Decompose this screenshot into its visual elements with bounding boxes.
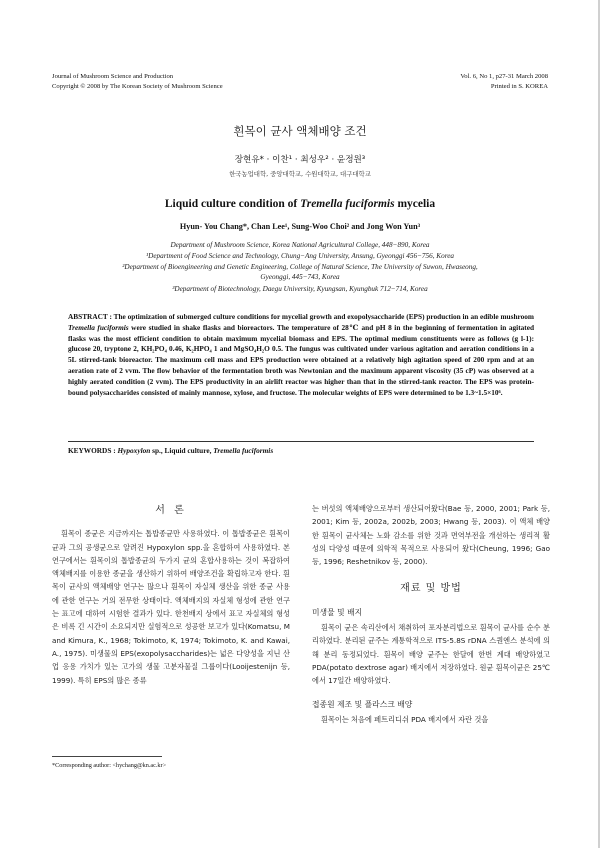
english-title: Liquid culture condition of Tremella fuciformis mycelia xyxy=(164,198,436,210)
methods-paragraph-2: 흰목이는 처음에 페트리디쉬 PDA 배지에서 자란 것을 xyxy=(321,714,489,724)
abstract: ABSTRACT : The optimization of submerged culture conditions for mycelial growth and exopolysaccharide (EPS) production in an edible mushroom Tremella fuciformis were studied in shake flasks and bioreactors. The temperature of 28℃ and pH 8 in the beginning of fermentation in agitated flasks was the most efficient condition to obtain maximum mycelial biomass and EPS. The optimal medium constituents were as follows (g l-1): glucose 20, tryptone 2, KH₂PO₄ 0.46, K₂HPO₄ 1 and MgSO₄H₂O 0.5. The fungus was cultivated under various agitation and aeration conditions in a 5L stirred-tank bioreactor. The maximum cell mass and EPS production were obtained at a relatively high agitation speed of 200 rpm and at an aeration rate of 2 vvm. The flow behavior of the fermentation broth was Newtonian and the maximum apparent viscosity (35 cP) was observed at a highly aerated condition (2 vvm). The EPS productivity in an airlift reactor was higher than that in the stirred-tank reactor. The EPS was protein-bound polysaccharides consisted of mainly mannose, xylose, and fructose. The molecular weights of EPS were determined to be 1.3~1.5×10⁶. xyxy=(68,312,534,397)
footnote-divider xyxy=(52,756,162,757)
journal-header-right xyxy=(460,72,548,92)
korean-authors: 장현유* · 이찬¹ · 최성우² · 윤정원³ xyxy=(234,155,366,165)
left-column xyxy=(52,500,290,687)
korean-title: 흰목이 균사 액체배양 조건 xyxy=(233,124,367,138)
methods-subheading-2: 접종원 제조 및 플라스크 배양 xyxy=(312,699,413,709)
affiliation-1: Department of Mushroom Science, Korea National Agricultural College, 448−890, Korea xyxy=(170,241,430,249)
volume-info: Vol. 6, No 1, p27-31 March 2008 xyxy=(460,73,548,80)
abstract-species: Tremella fuciformis xyxy=(68,322,129,332)
title-species: Tremella fuciformis xyxy=(300,198,395,210)
methods-paragraph-1: 흰목이 균은 속리산에서 채취하여 포자분리법으로 흰목이 균사를 순수 분리하였다. 분리된 균주는 계통학적으로 ITS-5.8S rDNA 스퀀엔스 분석에 의해 분리 동정되었다. 흰목이 배양 균주는 한달에 한번 계대 배양하였고 PDA(potato dextrose agar) 배지에서 저장하였다. 원균 흰목이균은 25℃에서 17일간 배양하였다. xyxy=(312,623,550,686)
journal-name: Journal of Mushroom Science and Production xyxy=(52,73,174,80)
english-authors: Hyun- You Chang*, Chan Lee¹, Sung-Woo Choi² and Jong Won Yun³ xyxy=(179,222,421,231)
abstract-label: ABSTRACT : xyxy=(68,312,112,321)
intro-heading: 서 론 xyxy=(155,505,187,516)
methods-heading: 재료 및 방법 xyxy=(400,583,462,595)
methods-subheading-1: 미생물 및 배지 xyxy=(312,607,363,617)
corresponding-author: *Corresponding author: <hychang@kn.ac.kr> xyxy=(52,762,167,769)
affiliation-2: ¹Department of Food Science and Technology, Chung−Ang University, Ansung, Gyeonggi 456−756, Korea xyxy=(145,252,455,260)
abstract-divider xyxy=(68,441,534,442)
keywords: KEYWORDS : Hypoxylon sp., Liquid culture, Tremella fuciformis xyxy=(68,446,274,455)
intro-paragraph-continued: 는 버섯의 액체배양으로부터 생산되어왔다(Bae 등, 2000, 2001; Park 등, 2001; Kim 등, 2002a, 2002b, 2003; Hwang 등, 2003). 이 액체 배양한 흰목이 균사체는 노화 감소를 위한 것과 면역부전을 개선하는 생리적 활성의 다양성 때문에 의학적 목적으로 사용되어 왔다(Cheung, 1996; Gao 등, 1996; Reshetnikov 등, 2000). xyxy=(312,504,550,567)
keywords-label: KEYWORDS : xyxy=(68,446,116,455)
printed-in: Printed in S. KOREA xyxy=(490,83,548,90)
right-column xyxy=(312,502,550,726)
copyright-line: Copyright © 2008 by The Korean Society of Mushroom Science xyxy=(52,83,223,90)
intro-paragraph: 흰목이 종균은 지금까지는 톱밥종균만 사용하였다. 이 톱밥종균은 흰목이 균과 그의 공생균으로 알려진 Hypoxylon spp.을 혼합하여 사용하였다. 본 연구에서는 흰목이의 톱밥종균의 두가지 균의 혼합사용하는 것이 복잡하여 액체배지를 이용한 종균을 생산하기 위하여 배양조건을 확립하고자 한다. 흰목이 균사의 액체배양 연구는 많으나 흰목이 자실체 생산을 위한 종균 사용에 관한 연구는 거의 전무한 상태이다. 액체배지의 자실체 형성에 관한 연구는 표고에 대하여 시험한 결과가 있다. 한천배지 상에서 표고 자실체의 형성은 비록 긴 시간이 소요되지만 실험적으로 성공한 보고가 있다(Komatsu, M and Kimura, K., 1968; Tokimoto, K, 1974; Tokimoto, K. and Kawai, A., 1975). 미생물의 EPS(exopolysaccharides)는 넓은 다양성을 지닌 산업 응용 가치가 있는 고가의 생물 고분자물질 그룹이다(Looijestenijn 등, 1999). 특히 EPS의 많은 종류 xyxy=(52,529,290,685)
korean-affiliations: 한국농업대학, 중앙대학교, 수원대학교, 대구대학교 xyxy=(229,170,371,178)
affiliation-3: ²Department of Bioengineering and Genetic Engineering, College of Natural Science, The University of Suwon, Hwaseong, Gyeonggi, 445−743, Korea xyxy=(122,263,478,282)
journal-header-left xyxy=(52,72,223,92)
affiliation-4: ³Department of Biotechnology, Daegu University, Kyungsan, Kyungbuk 712−714, Korea xyxy=(172,285,428,293)
